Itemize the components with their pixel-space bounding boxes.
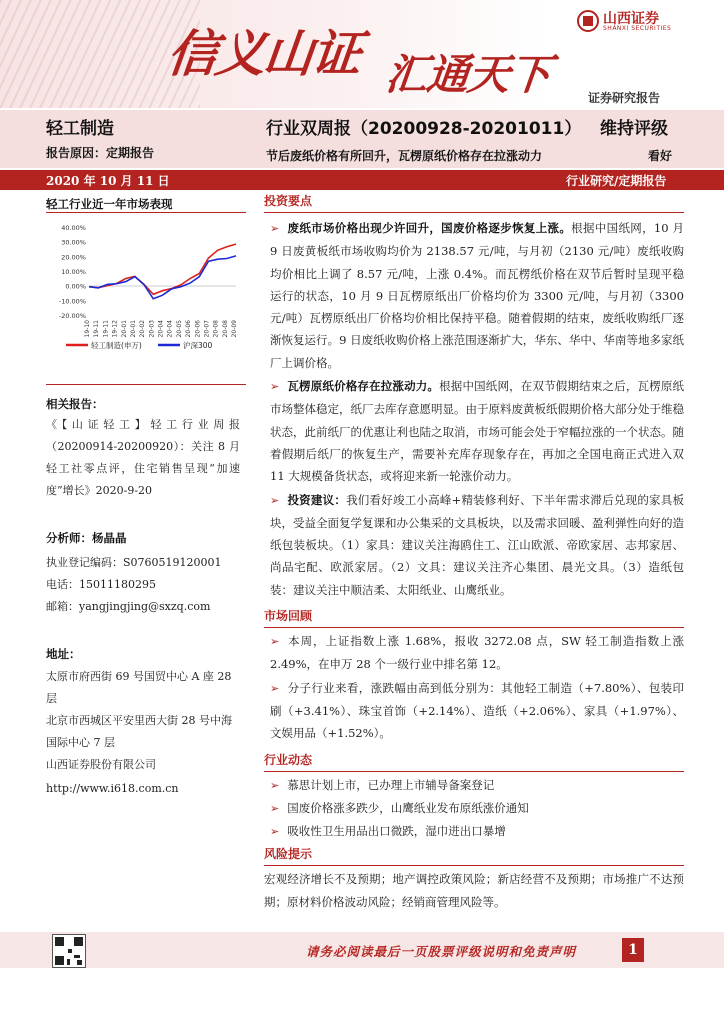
analyst-email[interactable]: 邮箱：yangjingjing@sxzq.com	[46, 600, 211, 613]
paragraph-body: 根据中国纸网，在双节假期结束之后，瓦楞原纸市场整体稳定，纸厂去库存意愿明显。由于原料废黄板纸假期价格大部分处于维稳状态，此前纸厂的优惠让利也陆之取消，市场可能会处于窄幅拉涨的一个状态。随着假期后纸厂的恢复生产，需要补充库存现象存在，再加之全国电商正式进入双 11 大规模备货状态，或将迎来新一轮涨价动力。	[270, 379, 685, 484]
legend-label: 沪深300	[183, 341, 213, 350]
x-tick-label: 20-03	[148, 320, 156, 338]
analyst-heading: 分析师：杨晶晶	[46, 531, 127, 545]
x-tick-label: 20-06	[185, 320, 193, 338]
divider	[46, 212, 246, 213]
report-subtitle: 节后废纸价格有所回升，瓦楞原纸价格存在拉涨动力	[266, 149, 543, 163]
address-heading: 地址：	[46, 647, 81, 661]
section-heading-investment: 投资要点	[264, 194, 313, 208]
news-item-text: 国废价格涨多跌少，山鹰纸业发布原纸涨价通知	[287, 800, 529, 815]
arrow-bullet-icon: ➢	[270, 801, 280, 815]
arrow-bullet-icon: ➢	[270, 778, 280, 792]
paragraph-lead: 废纸市场价格出现少许回升，国废价格逐步恢复上涨。	[287, 221, 572, 235]
calligraphy-slogan-secondary: 汇通天下	[383, 50, 553, 99]
list-item[interactable]	[264, 820, 684, 843]
header-banner	[0, 0, 724, 108]
arrow-bullet-icon: ➢	[270, 681, 280, 695]
logo-cn: 山西证券	[603, 11, 659, 27]
calligraphy-slogan-main: 信义山证	[164, 24, 363, 83]
divider	[264, 865, 684, 866]
company-name: 山西证券股份有限公司	[46, 758, 156, 771]
investment-paragraph-1	[264, 217, 684, 374]
qr-code-icon[interactable]	[52, 934, 86, 968]
arrow-bullet-icon: ➢	[270, 493, 280, 507]
report-reason: 报告原因：定期报告	[46, 146, 155, 160]
news-item-text: 吸收性卫生用品出口微跌，湿巾进出口暴增	[287, 824, 506, 839]
y-tick-label: -20.00%	[58, 312, 86, 320]
list-item[interactable]	[264, 774, 684, 797]
y-tick-label: 0.00%	[65, 282, 86, 291]
report-category: 行业研究/定期报告	[566, 174, 667, 188]
market-bullet-1	[264, 630, 684, 676]
arrow-bullet-icon: ➢	[270, 222, 280, 235]
paragraph-body: 根据中国纸网，10 月 9 日废黄板纸市场收购均价为 2138.57 元/吨，与月初（2130 元/吨）废纸收购均价相比上调了 8.57 元/吨，上涨 0.4%。而瓦楞纸价格在双节后暂时呈现平稳运行的状态，10 月 9 日瓦楞原纸出厂价格均价为 3300 元/吨，与月初（3300 元/吨）瓦楞原纸出厂价格均价相比保持平稳。随着假期的结束，废纸收购纸厂逐渐恢复运行。9 日废纸收购价格上涨范围逐渐扩大，华东、华中、华南等地多家纸厂上调价格。	[270, 221, 685, 370]
page-number: 1	[622, 938, 644, 962]
company-website-link[interactable]: http://www.i618.com.cn	[46, 782, 179, 795]
x-tick-label: 20-01	[120, 320, 128, 338]
section-heading-dynamics: 行业动态	[264, 752, 313, 767]
address-taiyuan: 太原市府西街 69 号国贸中心 A 座 28 层	[46, 670, 232, 705]
report-date: 2020 年 10 月 11 日	[46, 174, 170, 188]
x-tick-label: 20-01	[129, 320, 137, 338]
analyst-phone: 电话：15011180295	[46, 578, 156, 591]
list-item[interactable]	[264, 797, 684, 820]
investment-paragraph-2	[264, 375, 684, 487]
x-tick-label: 19-11	[93, 320, 101, 338]
divider	[46, 384, 246, 385]
risk-text: 宏观经济增长不及预期；地产调控政策风险；新店经营不及预期；市场推广不达预期；原材料价格波动风险；经销商管理风险等。	[264, 872, 684, 909]
x-tick-label: 20-04	[166, 320, 174, 338]
legend-label: 轻工制造(申万)	[91, 341, 142, 350]
paragraph-body: 我们看好竣工小高峰+精装修利好、下半年需求滞后兑现的家具板块，受益全面复学复课和办公集采的文具板块，以及需求回暖、盈利弹性向好的造纸包装板块。（1）家具：建议关注海鸥住工、江山欧派、帝欧家居、志邦家居、尚品宅配、欧派家居。（2）文具：建议关注齐心集团、晨光文具。（3）造纸包装：建议关注中顺洁柔、太阳纸业、山鹰纸业。	[270, 492, 685, 597]
series-line	[89, 256, 236, 299]
investment-section	[264, 192, 684, 913]
divider	[264, 771, 684, 772]
logo-mark-icon	[577, 10, 599, 32]
divider	[264, 627, 684, 628]
x-tick-label: 20-05	[175, 320, 183, 338]
industry-name: 轻工制造	[46, 119, 114, 139]
rating-label: 维持评级	[600, 119, 668, 139]
x-tick-label: 20-06	[194, 320, 202, 338]
divider	[264, 212, 684, 213]
series-line	[89, 244, 236, 294]
y-tick-label: -10.00%	[58, 297, 86, 306]
x-tick-label: 20-08	[212, 320, 220, 338]
bullet-text: 本周，上证指数上涨 1.68%，报收 3272.08 点，SW 轻工制造指数上涨 2.49%，在申万 28 个一级行业中排名第 12。	[270, 634, 684, 672]
report-title: 行业双周报（20200928-20201011）	[266, 119, 582, 139]
x-tick-label: 19-10	[84, 320, 91, 338]
x-tick-label: 20-02	[139, 320, 147, 338]
analyst-license: 执业登记编码：S0760519120001	[46, 556, 222, 569]
arrow-bullet-icon: ➢	[270, 635, 280, 649]
address-beijing: 北京市西城区平安里西大街 28 号中海国际中心 7 层	[46, 714, 232, 749]
section-heading-market: 市场回顾	[264, 609, 313, 624]
market-performance-chart	[46, 216, 246, 356]
section-heading-risk: 风险提示	[264, 847, 313, 862]
chart-title: 轻工行业近一年市场表现	[46, 197, 173, 211]
x-tick-label: 19-12	[111, 320, 119, 338]
company-logo	[577, 8, 707, 36]
paragraph-lead: 投资建议：	[287, 492, 347, 507]
paragraph-lead: 瓦楞原纸价格存在拉涨动力。	[287, 379, 440, 394]
x-tick-label: 20-09	[231, 320, 238, 338]
research-label: 证券研究报告	[588, 91, 661, 105]
x-tick-label: 19-11	[102, 320, 110, 338]
y-tick-label: 10.00%	[61, 268, 86, 276]
arrow-bullet-icon: ➢	[270, 825, 280, 839]
x-tick-label: 20-08	[221, 320, 229, 338]
arrow-bullet-icon: ➢	[270, 380, 280, 394]
rating-value: 看好	[648, 149, 673, 163]
x-tick-label: 20-07	[203, 320, 211, 338]
related-reports-heading: 相关报告：	[46, 397, 104, 411]
x-tick-label: 20-04	[157, 320, 165, 338]
market-bullet-2	[264, 677, 684, 745]
y-tick-label: 40.00%	[61, 224, 86, 232]
bullet-text: 分子行业来看，涨跌幅由高到低分别为：其他轻工制造（+7.80%）、包装印刷（+3.41%）、珠宝首饰（+2.14%）、造纸（+2.06%）、家具（+1.97%）、文娱用品（+1.52%）。	[270, 680, 684, 741]
disclaimer-text: 请务必阅读最后一页股票评级说明和免责声明	[306, 944, 577, 959]
investment-paragraph-3	[264, 489, 684, 601]
news-item-text: 慕思计划上市，已办理上市辅导备案登记	[287, 777, 495, 792]
y-tick-label: 30.00%	[61, 238, 86, 247]
related-report-link[interactable]: 《【山证轻工】轻工行业周报（20200914-20200920）：关注 8 月轻工社零点评，住宅销售呈现“加速度”增长》2020-9-20	[46, 418, 240, 497]
y-tick-label: 20.00%	[61, 253, 86, 262]
logo-en: SHANXI SECURITIES	[603, 25, 672, 32]
